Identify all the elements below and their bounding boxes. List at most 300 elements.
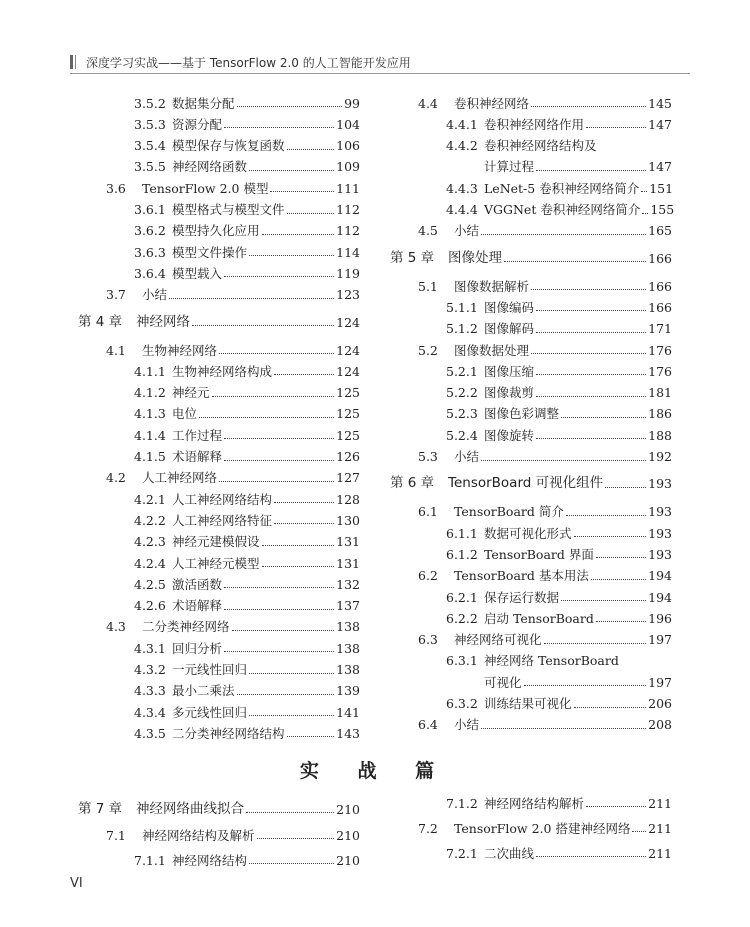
toc-entry-title: TensorBoard 界面 [484,546,594,562]
toc-entry-number: 第 5 章 [390,249,435,266]
toc-entry-page: 143 [336,725,360,741]
toc-entry-page: 166 [648,299,672,315]
toc-entry-title: 术语解释 [172,598,223,614]
toc-entry-page: 194 [648,568,672,584]
toc-dot-leader [642,213,648,214]
toc-entry-page: 114 [336,244,360,260]
toc-entry-number: 4.1.4 [134,427,166,443]
toc-entry [390,520,672,540]
toc-entry-title: 模型保存与恢复函数 [172,138,285,154]
toc-entry-page: 166 [648,278,672,294]
running-header [70,52,690,74]
toc-entry [78,133,360,153]
toc-dot-leader [249,170,334,171]
toc-entry [78,635,360,655]
toc-dot-leader [536,396,646,397]
toc-entry-number: 6.3.2 [446,696,478,711]
toc-entry-page: 181 [648,385,672,401]
toc-dot-leader [232,630,335,631]
toc-entry-title: TensorBoard 可视化组件 [448,475,604,492]
toc-entry-page: 186 [648,406,672,422]
toc-entry-number: 3.6.2 [134,223,166,239]
toc-entry-number: 第 7 章 [78,800,123,817]
toc-entry-number: 第 4 章 [78,313,123,330]
toc-entry [78,657,360,677]
toc-dot-leader [262,566,335,567]
toc-entry-page: 131 [336,534,360,550]
toc-dot-leader [224,609,334,610]
toc-dot-leader [169,298,334,299]
toc-entry-page: 193 [648,546,672,562]
toc-entry-number: 4.1.1 [134,363,166,379]
toc-entry-number: 5.2.4 [446,427,478,443]
toc-entry-number: 4.3.3 [134,683,166,699]
toc-entry-title: 数据集分配 [172,95,235,111]
toc-dot-leader [224,438,334,439]
toc-entry [78,822,360,842]
header-rule [70,73,690,74]
toc-entry-page: 188 [648,427,672,443]
toc-entry-title: 模型文件操作 [172,244,248,260]
toc-entry [390,218,672,238]
toc-entry [390,840,672,860]
toc-entry-number: 6.2.1 [446,589,478,605]
toc-entry-number: 5.1.2 [446,321,478,337]
part-title: 实 战 篇 [299,760,451,782]
toc-entry-title: 回归分析 [172,640,223,656]
toc-entry-number: 4.1.3 [134,406,166,422]
toc-dot-leader [596,557,646,558]
toc-entry-page: 124 [336,363,360,379]
toc-entry-number: 7.1 [106,827,126,843]
toc-entry-number: 4.3.4 [134,704,166,720]
toc-entry-title: 图像旋转 [484,427,535,443]
toc-entry-title: 神经网络结构及解析 [142,827,255,843]
toc-entry [390,90,672,110]
toc-entry-page: 131 [336,555,360,571]
toc-entry-number: 3.7 [106,287,126,303]
toc-entry-number: 4.4.2 [446,138,478,154]
toc-entry-title: 人工神经网络结构 [172,491,273,507]
toc-entry-page: 176 [648,342,672,358]
toc-entry [78,699,360,719]
toc-entry [390,444,672,464]
toc-dot-leader [536,170,646,171]
toc-entry [78,444,360,464]
toc-entry [78,239,360,259]
toc-entry-number: 4.3.5 [134,725,166,741]
toc-entry-number: 6.1.2 [446,546,478,562]
toc-entry [78,614,360,634]
toc-entry-title: 二分类神经网络结构 [172,725,285,741]
toc-entry-title: 图像数据解析 [454,278,530,294]
toc-entry-title: 计算过程 [484,159,535,175]
toc-entry-number: 3.6.4 [134,265,166,281]
toc-entry-number: 5.2 [418,342,438,358]
toc-entry-number: 6.3 [418,632,438,648]
toc-entry [390,541,672,561]
toc-entry-title: 图像裁剪 [484,385,535,401]
toc-entry-number: 7.1.2 [446,795,478,811]
toc-entry-title: 神经网络可视化 [454,632,542,648]
toc-entry-number: 3.5.2 [134,95,166,111]
toc-dot-leader [262,545,335,546]
toc-entry [390,627,672,647]
toc-entry [78,422,360,442]
toc-entry-title: 资源分配 [172,116,223,132]
toc-entry-page: 165 [648,223,672,239]
toc-dot-leader [586,127,646,128]
toc-dot-leader [224,460,334,461]
toc-entry [390,691,672,711]
toc-entry-title: TensorFlow 2.0 搭建神经网络 [454,820,631,836]
toc-dot-leader [536,438,646,439]
toc-entry-title: 人工神经网络特征 [172,512,273,528]
toc-entry [78,550,360,570]
toc-entry-number: 4.4 [418,95,438,111]
toc-chapter-entry [78,796,360,816]
toc-entry-page: 166 [648,250,672,266]
toc-entry [390,584,672,604]
toc-entry-title: 神经网络函数 [172,159,248,175]
toc-entry [78,260,360,280]
toc-entry-page: 109 [336,159,360,175]
toc-dot-leader [481,460,646,461]
toc-entry-title: 二分类神经网络 [142,619,230,635]
toc-entry-title: 术语解释 [172,449,223,464]
toc-entry-number: 5.1.1 [446,299,478,315]
toc-entry-page: 106 [336,138,360,154]
toc-entry-title: 卷积神经网络 [454,95,530,111]
toc-dot-leader [591,579,646,580]
toc-entry-page: 197 [648,632,672,648]
toc-entry-title: 人工神经网络 [142,470,218,486]
toc-dot-leader [544,643,647,644]
toc-entry-page: 125 [336,406,360,422]
toc-entry [78,401,360,421]
toc-entry-title: 保存运行数据 [484,589,560,605]
toc-entry-title: 工作过程 [172,427,223,443]
toc-entry-number: 4.1.5 [134,449,166,464]
toc-entry-title: 小结 [454,717,480,733]
toc-entry [390,669,672,689]
toc-dot-leader [574,536,647,537]
toc-dot-leader [237,106,343,107]
toc-entry-number: 4.2.2 [134,512,166,528]
toc-entry-page: 192 [648,449,672,464]
toc-dot-leader [249,255,334,256]
toc-entry-title: 小结 [454,223,480,239]
toc-entry-title: 小结 [454,449,480,464]
toc-dot-leader [212,396,335,397]
toc-entry-page: 104 [336,116,360,132]
toc-entry-page: 119 [336,265,360,281]
toc-entry-title: 神经网络曲线拟合 [136,800,244,817]
toc-entry-number: 6.1.1 [446,525,478,541]
toc-entry-title: VGGNet 卷积神经网络简介 [484,202,641,217]
toc-entry-title: 图像处理 [448,249,502,266]
toc-entry-title: 神经元 [172,385,210,401]
toc-entry [78,282,360,302]
toc-dot-leader [632,831,646,832]
toc-entry-title: 卷积神经网络作用 [484,116,585,132]
toc-entry [78,529,360,549]
toc-entry-title: 数据可视化形式 [484,525,572,541]
toc-entry-title: 激活函数 [172,576,223,592]
toc-entry-title: 生物神经网络构成 [172,363,273,379]
toc-entry-title: 图像编码 [484,299,535,315]
toc-entry [78,111,360,131]
toc-entry-title: 神经元建模假设 [172,534,260,550]
toc-entry-number: 5.2.1 [446,363,478,379]
toc-entry [390,358,672,378]
toc-entry-number: 7.2 [418,820,438,836]
toc-dot-leader [574,707,647,708]
toc-dot-leader [249,863,334,864]
toc-entry-title: 训练结果可视化 [484,696,572,711]
toc-entry-title: 模型载入 [172,265,223,281]
toc-entry-number: 第 6 章 [390,475,435,492]
toc-entry-title: TensorBoard 简介 [454,504,564,520]
toc-entry-page: 147 [648,159,672,175]
toc-dot-leader [257,838,335,839]
toc-dot-leader [536,332,646,333]
toc-entry-page: 112 [336,223,360,239]
toc-chapter-entry [390,471,672,491]
toc-entry-page: 137 [336,598,360,614]
toc-entry-title: 一元线性回归 [172,662,248,677]
toc-entry-title: 可视化 [484,674,522,690]
toc-dot-leader [249,673,334,674]
toc-entry-number: 4.1.2 [134,385,166,401]
toc-dot-leader [237,694,335,695]
toc-entry-page: 132 [336,576,360,592]
toc-entry-page: 193 [648,504,672,520]
toc-dot-leader [287,213,335,214]
toc-dot-leader [641,191,647,192]
toc-dot-leader [270,191,334,192]
toc-dot-leader [246,812,334,813]
toc-entry [78,571,360,591]
toc-dot-leader [274,502,334,503]
toc-entry-page: 194 [648,589,672,605]
toc-entry-page: 211 [648,795,672,811]
toc-entry-page: 138 [336,619,360,635]
toc-entry-number: 6.1 [418,504,438,520]
toc-entry [390,815,672,835]
toc-entry-page: 193 [648,525,672,541]
toc-entry-title: 模型格式与模型文件 [172,202,285,217]
toc-entry [78,678,360,698]
toc-entry-page: 138 [336,640,360,656]
toc-entry-page: 147 [648,116,672,132]
toc-entry-page: 211 [648,820,672,836]
toc-entry-page: 196 [648,610,672,626]
toc-entry [78,847,360,867]
toc-entry-number: 6.3.1 [446,653,478,669]
toc-entry-title: TensorFlow 2.0 模型 [142,180,269,196]
header-bar-icon [75,55,76,69]
toc-entry-title: 图像数据处理 [454,342,530,358]
toc-entry [78,486,360,506]
toc-entry [78,358,360,378]
toc-entry-page: 176 [648,363,672,379]
toc-entry-number: 3.6.3 [134,244,166,260]
toc-entry-number: 5.2.2 [446,385,478,401]
toc-dot-leader [192,325,334,326]
toc-entry-title: 神经网络 [136,313,190,330]
toc-entry-number: 7.2.1 [446,845,478,861]
toc-dot-leader [536,374,646,375]
toc-entry-page: 139 [336,683,360,699]
toc-dot-leader [219,353,334,354]
toc-dot-leader [531,353,646,354]
toc-entry-number: 4.5 [418,223,438,239]
toc-entry-number: 4.2.5 [134,576,166,592]
toc-entry-number: 7.1.1 [134,852,166,868]
toc-dot-leader [596,621,646,622]
toc-entry-page: 124 [336,314,360,330]
toc-entry [390,337,672,357]
toc-dot-leader [287,149,335,150]
toc-entry [78,593,360,613]
toc-entry-page: 130 [336,512,360,528]
toc-dot-leader [249,715,334,716]
toc-entry-page: 112 [336,202,360,217]
toc-entry-page: 171 [648,321,672,337]
toc-dot-leader [274,374,334,375]
toc-dot-leader [561,600,646,601]
toc-entry-number: 4.2.4 [134,555,166,571]
toc-entry-number: 5.3 [418,449,438,464]
toc-entry-title: 生物神经网络 [142,342,218,358]
toc-entry-title: 图像色彩调整 [484,406,560,422]
toc-chapter-entry [390,245,672,265]
toc-entry [390,499,672,519]
toc-dot-leader [536,310,646,311]
toc-dot-leader [524,685,647,686]
toc-dot-leader [224,587,334,588]
toc-entry-title: 人工神经元模型 [172,555,260,571]
toc-entry-number: 4.2.6 [134,598,166,614]
toc-entry-number: 3.5.4 [134,138,166,154]
toc-dot-leader [287,736,335,737]
toc-entry-title: 最小二乘法 [172,683,235,699]
toc-dot-leader [224,276,334,277]
toc-entry-title: 小结 [142,287,168,303]
toc-entry-number: 5.2.3 [446,406,478,422]
toc-entry [78,197,360,217]
toc-entry-page: 124 [336,342,360,358]
toc-entry-number: 4.2 [106,470,126,486]
toc-entry-page: 155 [650,202,675,217]
toc-entry [390,648,672,668]
toc-entry-page: 99 [344,95,360,111]
toc-entry-number: 6.2 [418,568,438,584]
toc-entry [78,337,360,357]
toc-dot-leader [219,481,334,482]
toc-entry-page: 206 [648,696,672,711]
toc-entry-title: 卷积神经网络结构及 [484,138,597,154]
header-title: 深度学习实战——基于 TensorFlow 2.0 的人工智能开发应用 [86,56,411,70]
toc-entry-title: 二次曲线 [484,845,535,861]
toc-entry-page: 210 [336,827,360,843]
toc-dot-leader [561,417,646,418]
toc-entry-page: 193 [648,476,672,492]
toc-entry [390,401,672,421]
toc-entry-page: 151 [649,180,674,196]
toc-entry [390,133,672,153]
toc-dot-leader [586,806,646,807]
toc-dot-leader [224,651,334,652]
toc-entry [390,154,672,174]
toc-dot-leader [262,234,335,235]
toc-dot-leader [199,417,334,418]
toc-entry [390,294,672,314]
toc-entry-title: 神经网络结构解析 [484,795,585,811]
toc-entry-page: 126 [336,449,360,464]
toc-entry [78,154,360,174]
toc-entry-page: 111 [336,180,360,196]
page-number: VI [70,876,83,891]
toc-entry [390,273,672,293]
toc-entry-number: 4.2.3 [134,534,166,550]
toc-entry-number: 6.2.2 [446,610,478,626]
toc-entry-page: 138 [336,662,360,677]
toc-dot-leader [504,261,646,262]
toc-entry-title: 神经网络结构 [172,852,248,868]
header-bar-icon [70,55,73,69]
toc-dot-leader [481,728,646,729]
toc-entry-title: 模型持久化应用 [172,223,260,239]
toc-entry-number: 4.4.4 [446,202,478,217]
toc-entry-number: 4.1 [106,342,126,358]
toc-entry [390,316,672,336]
toc-entry-number: 6.4 [418,717,438,733]
toc-entry [390,422,672,442]
toc-entry [390,197,675,217]
toc-entry [390,380,672,400]
toc-entry-page: 208 [648,717,672,733]
toc-dot-leader [605,487,646,488]
toc-dot-leader [481,234,646,235]
toc-entry-title: 图像解码 [484,321,535,337]
toc-entry-number: 5.1 [418,278,438,294]
toc-entry-page: 141 [336,704,360,720]
toc-entry-page: 145 [648,95,672,111]
toc-entry [390,175,672,195]
toc-entry-title: 多元线性回归 [172,704,248,720]
toc-entry-number: 3.5.5 [134,159,166,175]
toc-dot-leader [531,289,646,290]
toc-entry-page: 211 [648,845,672,861]
toc-entry-number: 3.6.1 [134,202,166,217]
toc-entry [78,175,360,195]
toc-entry-number: 4.3.2 [134,662,166,677]
toc-entry-title: TensorBoard 基本用法 [454,568,589,584]
toc-entry-page: 127 [336,470,360,486]
toc-entry-page: 128 [336,491,360,507]
toc-entry-page: 125 [336,427,360,443]
toc-entry-title: 启动 TensorBoard [484,610,594,626]
toc-entry-title: 图像压缩 [484,363,535,379]
toc-entry-title: 神经网络 TensorBoard [484,653,619,669]
toc-entry [390,563,672,583]
toc-entry [78,720,360,740]
toc-entry-number: 3.6 [106,180,126,196]
toc-entry-page: 123 [336,287,360,303]
toc-entry-page: 125 [336,385,360,401]
